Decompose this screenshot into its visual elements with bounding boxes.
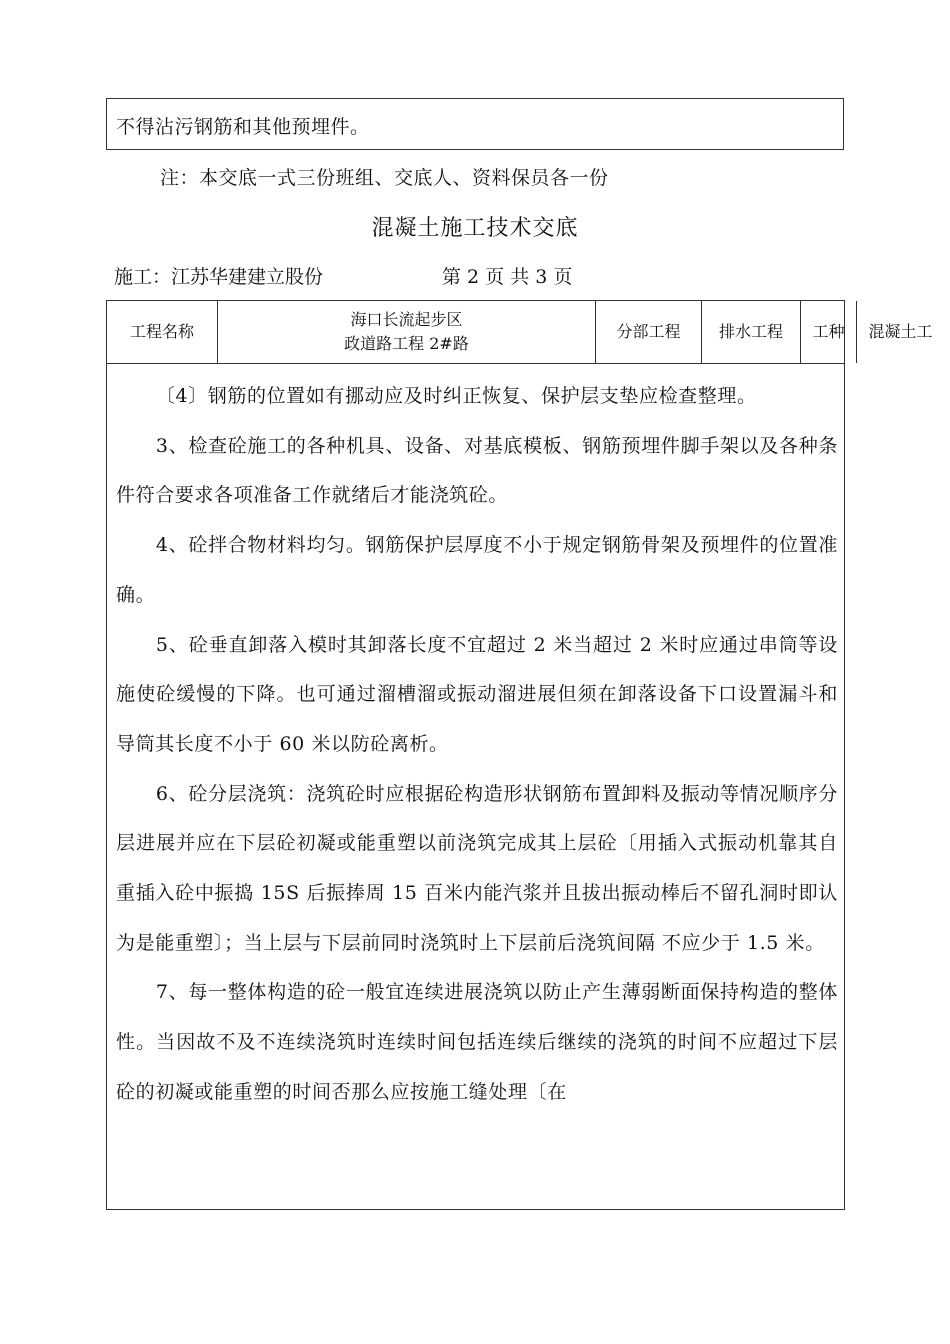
paragraph-step-6: 6、砼分层浇筑：浇筑砼时应根据砼构造形状钢筋布置卸料及振动等情况顺序分层进展并应在下层砼初凝或能重塑以前浇筑完成其上层砼〔用插入式振动机靠其自重插入砼中振捣 15S 后振捧周 15 百米内能汽浆并且拔出振动棒后不留孔洞时即认为是能重塑〕；当上层与下层前同时浇筑时上下层前后浇筑间隔 不应少于 1.5 米。: [116, 782, 838, 954]
continued-text-box: [106, 98, 844, 150]
project-name-label: 工程名称: [107, 301, 218, 363]
paragraph-step-7: 7、每一整体构造的砼一般宜连续进展浇筑以防止产生薄弱断面保持构造的整体性。当因故不及不连续浇筑时连续时间包括连续后继续的浇筑的时间不应超过下层砼的初凝或能重塑的时间否那么应按施工缝处理〔在: [116, 981, 838, 1103]
construction-company: 施工：江苏华建建立股份: [114, 266, 324, 288]
paragraph-rebar-position: 〔4〕钢筋的位置如有挪动应及时纠正恢复、保护层支垫应检查整理。: [155, 385, 757, 407]
continued-text-line: 不得沾污钢筋和其他预埋件。: [116, 116, 370, 138]
paragraph-step-5: 5、砼垂直卸落入模时其卸落长度不宜超过 2 米当超过 2 米时应通过串筒等设施使砼缓慢的下降。也可通过溜槽溜或振动溜进展但须在卸落设备下口设置漏斗和导筒其长度不小于 60 米以防砼离析。: [116, 633, 838, 755]
instruction-content-box: [106, 363, 845, 1210]
page-number: 第 2 页 共 3 页: [442, 266, 573, 288]
instruction-text: [116, 372, 838, 1118]
division-value: 排水工程: [702, 301, 801, 363]
paragraph-step-3: 3、检查砼施工的各种机具、设备、对基底模板、钢筋预埋件脚手架以及各种条件符合要求各项准备工作就绪后才能浇筑砼。: [116, 434, 838, 507]
division-label: 分部工程: [596, 301, 702, 363]
paragraph-step-4: 4、砼拌合物材料均匀。钢筋保护层厚度不小于规定钢筋骨架及预埋件的位置准确。: [116, 534, 838, 606]
distribution-note: 注：本交底一式三份班组、交底人、资料保员各一份: [160, 167, 609, 189]
trade-value: 混凝土工: [868, 322, 933, 341]
project-info-table: [106, 300, 933, 364]
document-title: 混凝土施工技术交底: [371, 216, 579, 241]
project-name-line-2: 政道路工程 2#路: [344, 334, 469, 353]
project-name-value: [218, 301, 596, 363]
trade-label: 工种: [801, 301, 857, 363]
project-name-line-1: 海口长流起步区: [350, 310, 463, 329]
